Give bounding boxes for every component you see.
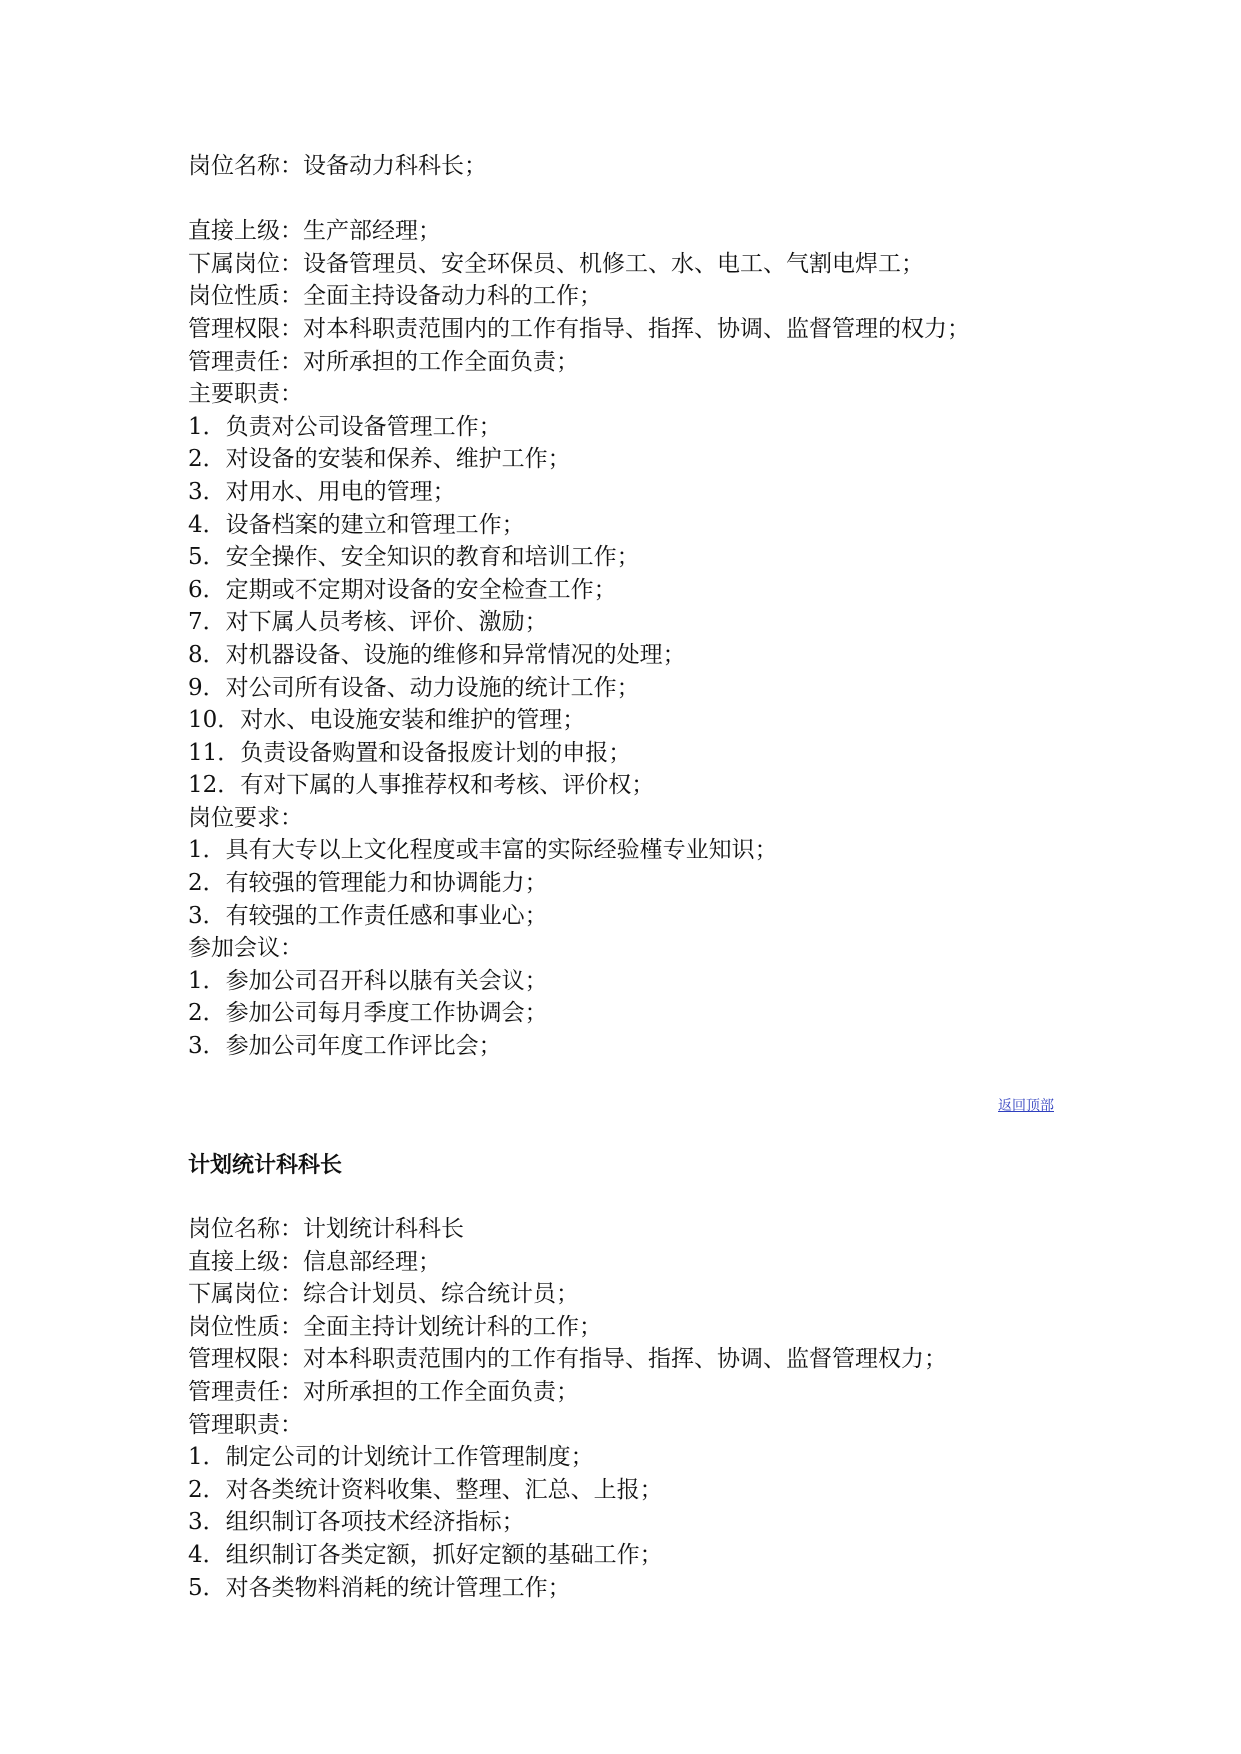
text-line: 1．负责对公司设备管理工作；: [188, 413, 502, 440]
text-line: 12．有对下属的人事推荐权和考核、评价权；: [188, 772, 655, 799]
section-title: 计划统计科科长: [188, 1153, 343, 1178]
text-line: 主要职责：: [188, 381, 303, 408]
text-line: 管理责任：对所承担的工作全面负责；: [188, 1378, 579, 1405]
text-line: 直接上级：生产部经理；: [188, 218, 441, 245]
text-line: 管理责任：对所承担的工作全面负责；: [188, 348, 579, 375]
section-1-lines: [188, 215, 1068, 1062]
back-to-top-row: [188, 1097, 1054, 1115]
text-line: 1．参加公司召开科以脿有关会议；: [188, 967, 548, 994]
section-2-lines: [188, 1213, 1068, 1604]
text-line: 3．对用水、用电的管理；: [188, 478, 456, 505]
text-line: 参加会议：: [188, 935, 303, 962]
text-line: 2．对各类统计资料收集、整理、汇总、上报；: [188, 1476, 663, 1503]
text-line: 3．参加公司年度工作评比会；: [188, 1033, 502, 1060]
text-line: 岗位要求：: [188, 804, 303, 831]
text-line: 管理职责：: [188, 1411, 303, 1438]
text-line: 4．组织制订各类定额，抓好定额的基础工作；: [188, 1541, 663, 1568]
section-planning-statistics-chief: [188, 1213, 1068, 1604]
text-line: 6．定期或不定期对设备的安全检查工作；: [188, 576, 617, 603]
back-to-top-link[interactable]: 返回顶部: [998, 1098, 1054, 1114]
text-line: 岗位性质：全面主持设备动力科的工作；: [188, 283, 602, 310]
text-line: 5．对各类物料消耗的统计管理工作；: [188, 1574, 571, 1601]
text-line: 下属岗位：设备管理员、安全环保员、机修工、水、电工、气割电焊工；: [188, 250, 924, 277]
text-line: 3．有较强的工作责任感和事业心；: [188, 902, 548, 929]
text-line: 10．对水、电设施安装和维护的管理；: [188, 707, 586, 734]
text-line: 1．制定公司的计划统计工作管理制度；: [188, 1444, 594, 1471]
text-line: 2．对设备的安装和保养、维护工作；: [188, 446, 571, 473]
text-line: 8．对机器设备、设施的维修和异常情况的处理；: [188, 641, 686, 668]
text-line: 11．负责设备购置和设备报废计划的申报；: [188, 739, 632, 766]
text-line: 1．具有大专以上文化程度或丰富的实际经验槿专业知识；: [188, 837, 778, 864]
text-line: 5．安全操作、安全知识的教育和培训工作；: [188, 544, 640, 571]
text-line: 9．对公司所有设备、动力设施的统计工作；: [188, 674, 640, 701]
text-line: 岗位名称：设备动力科科长；: [188, 153, 487, 179]
blank-line: [188, 183, 1068, 216]
text-line: 7．对下属人员考核、评价、激励；: [188, 609, 548, 636]
text-line: 3．组织制订各项技术经济指标；: [188, 1509, 525, 1536]
section-equipment-power-chief: [188, 150, 1068, 1063]
text-line: 下属岗位：综合计划员、综合统计员；: [188, 1281, 579, 1308]
text-line: 2．有较强的管理能力和协调能力；: [188, 870, 548, 897]
text-line: 岗位名称：计划统计科科长: [188, 1216, 464, 1242]
text-line: 直接上级：信息部经理；: [188, 1248, 441, 1275]
text-line: 岗位性质：全面主持计划统计科的工作；: [188, 1313, 602, 1340]
text-line: 4．设备档案的建立和管理工作；: [188, 511, 525, 538]
text-line: 管理权限：对本科职责范围内的工作有指导、指挥、协调、监督管理的权力；: [188, 315, 970, 342]
text-line: 2．参加公司每月季度工作协调会；: [188, 1000, 548, 1027]
text-line: 管理权限：对本科职责范围内的工作有指导、指挥、协调、监督管理权力；: [188, 1346, 947, 1373]
